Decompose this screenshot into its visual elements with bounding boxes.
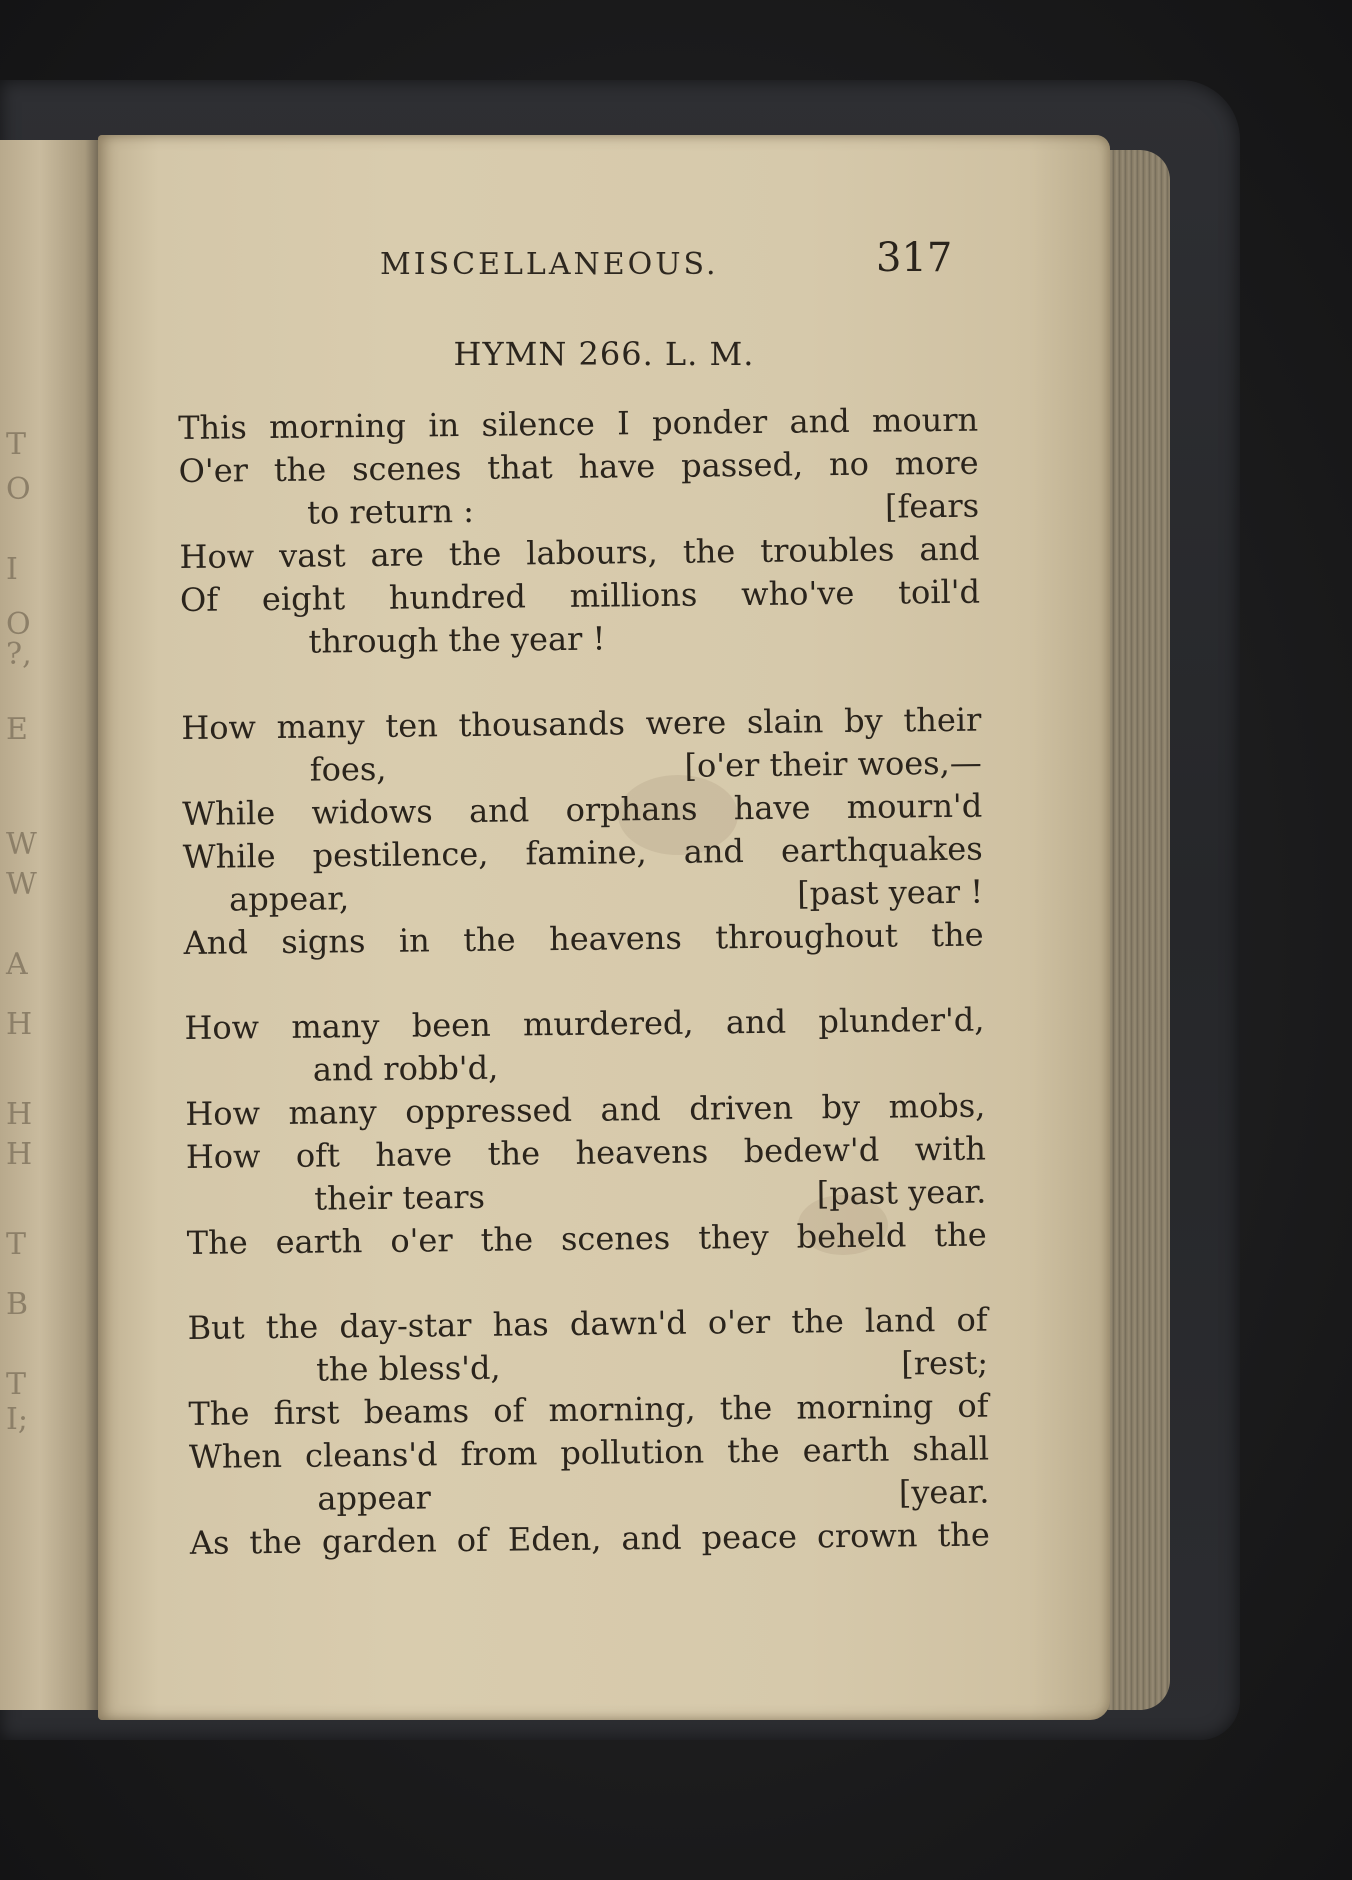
stanza [181, 699, 984, 965]
verse-text: O'er the scenes that have passed, no more [178, 443, 979, 490]
turnover-word: [past year. [816, 1172, 987, 1213]
facing-page-fragment: I; [6, 1402, 28, 1437]
facing-page-fragment: H [6, 1137, 33, 1172]
verse-text: This morning in silence I ponder and mourn [178, 400, 979, 447]
facing-page-fragment: T [6, 427, 27, 462]
verse-text: to return : [306, 491, 475, 532]
left-page-edge [0, 140, 100, 1710]
verse-text: the bless'd, [315, 1348, 501, 1389]
facing-page-fragment: A [6, 947, 28, 982]
verse-text: While pestilence, famine, and earthquakes [182, 829, 983, 876]
turnover-word: [year. [898, 1472, 990, 1512]
verse-text: appear, [228, 879, 350, 919]
facing-page-fragment: B [6, 1287, 29, 1322]
facing-page-fragment: ?, [6, 637, 32, 672]
facing-page-fragment: O [6, 607, 31, 642]
facing-page-fragment: T [6, 1227, 27, 1262]
verse-text: Of eight hundred millions who've toil'd [179, 572, 981, 619]
page-header [98, 235, 1110, 295]
verse-text: And signs in the heavens throughout the [183, 915, 984, 962]
verse-text: As the garden of Eden, and peace crown the [189, 1515, 991, 1562]
verse-text: The first beams of morning, the morning of [188, 1386, 989, 1433]
verse-line [183, 914, 983, 965]
verse-text: When cleans'd from pollution the earth shall [188, 1429, 990, 1476]
verse-text: How many ten thousands were slain by their [181, 700, 982, 747]
verse-text: How many been murdered, and plunder'd, [184, 1000, 985, 1047]
verse-text: While widows and orphans have mourn'd [182, 786, 983, 833]
verse-text: appear [317, 1478, 431, 1518]
verse-text: How vast are the labours, the troubles and [179, 529, 980, 576]
turnover-word: [o'er their woes,— [684, 743, 982, 785]
facing-page-fragment: I [6, 552, 18, 587]
verse-text: How oft have the heavens bedew'd with [185, 1129, 987, 1176]
facing-page-fragment: O [6, 472, 31, 507]
stanza [187, 1299, 990, 1565]
turnover-word: [fears [884, 486, 980, 526]
running-head: MISCELLANEOUS. [380, 247, 719, 282]
verse-line [180, 614, 980, 665]
verse-text: through the year ! [308, 619, 606, 661]
page-number: 317 [876, 235, 953, 281]
stanza [184, 999, 987, 1265]
stanza [178, 399, 981, 665]
facing-page-fragment: E [6, 712, 28, 747]
facing-page-fragment: H [6, 1007, 33, 1042]
book-page [98, 135, 1110, 1720]
hymn-body [178, 399, 991, 1607]
hymn-title: HYMN 266. L. M. [453, 335, 755, 373]
facing-page-fragment: H [6, 1097, 33, 1132]
verse-text: foes, [309, 749, 387, 789]
verse-line [187, 1214, 987, 1265]
facing-page-fragment: W [6, 827, 37, 862]
verse-text: The earth o'er the scenes they beheld the [186, 1215, 987, 1262]
verse-text: But the day-star has dawn'd o'er the land of [187, 1300, 988, 1347]
facing-page-fragment: T [6, 1367, 27, 1402]
facing-page-fragment: W [6, 867, 37, 902]
verse-text: and robb'd, [312, 1048, 499, 1089]
verse-line [190, 1514, 990, 1565]
verse-text: their tears [314, 1177, 486, 1218]
turnover-word: [past year ! [797, 872, 984, 913]
turnover-word: [rest; [901, 1343, 989, 1383]
verse-text: How many oppressed and driven by mobs, [185, 1086, 986, 1133]
